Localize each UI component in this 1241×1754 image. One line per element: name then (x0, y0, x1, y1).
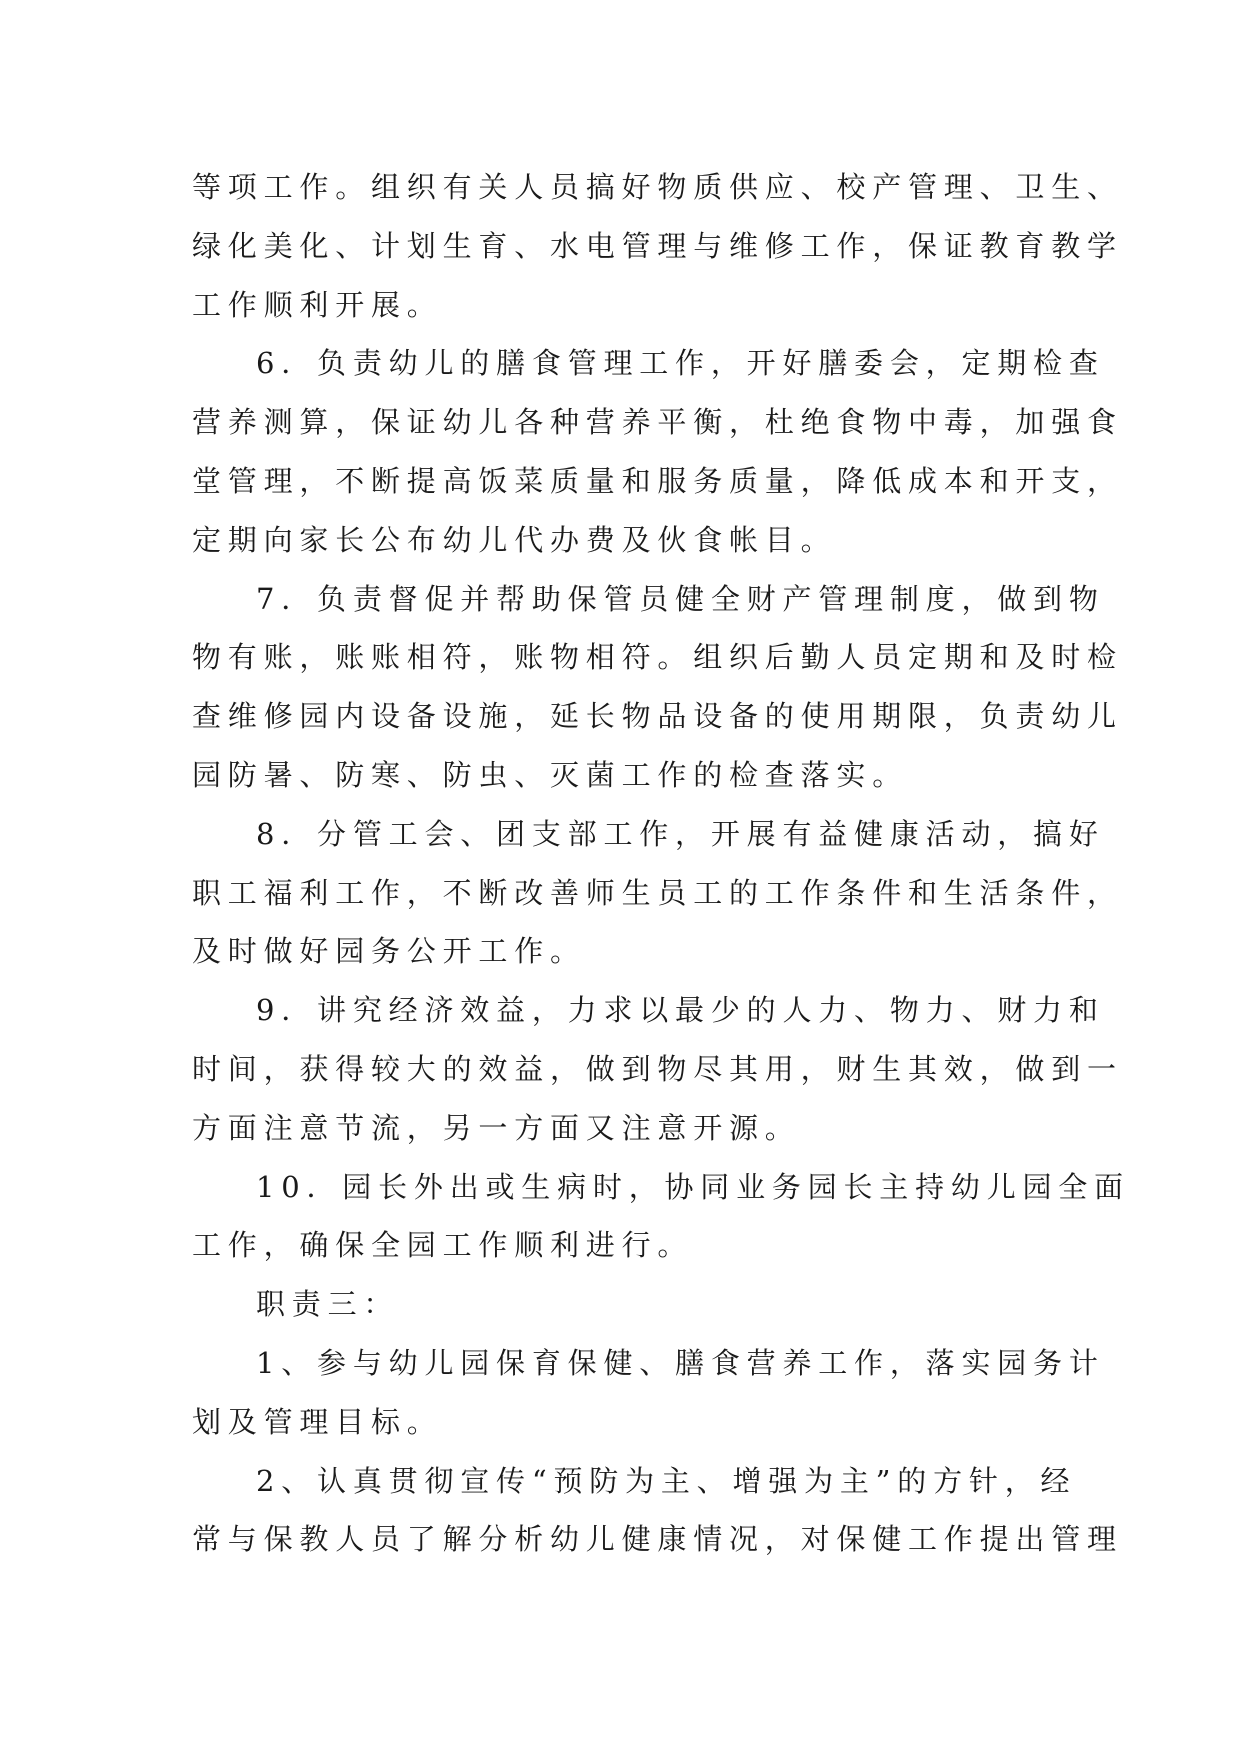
section-heading: 职责三： (256, 1287, 400, 1322)
text-line: 园防暑、防寒、防虫、灭菌工作的检查落实。 (192, 757, 909, 792)
paragraph-start-line: 6．负责幼儿的膳食管理工作，开好膳委会，定期检查 (256, 346, 1105, 381)
text-line: 定期向家长公布幼儿代办费及伙食帐目。 (192, 522, 837, 557)
text-line: 及时做好园务公开工作。 (192, 934, 586, 969)
text-line: 查维修园内设备设施，延长物品设备的使用期限，负责幼儿 (192, 699, 1123, 734)
paragraph-start-line: 10．园长外出或生病时，协同业务园长主持幼儿园全面 (256, 1169, 1130, 1204)
paragraph-start-line: 9．讲究经济效益，力求以最少的人力、物力、财力和 (256, 993, 1105, 1028)
paragraph-start-line: 8．分管工会、团支部工作，开展有益健康活动，搞好 (256, 816, 1105, 851)
paragraph-start-line: 7．负责督促并帮助保管员健全财产管理制度，做到物 (256, 581, 1105, 616)
text-line: 职工福利工作，不断改善师生员工的工作条件和生活条件， (192, 875, 1123, 910)
document-body (192, 158, 1130, 1569)
text-line: 方面注意节流，另一方面又注意开源。 (192, 1110, 801, 1145)
text-line: 营养测算，保证幼儿各种营养平衡，杜绝食物中毒，加强食 (192, 405, 1123, 440)
text-line: 工作，确保全园工作顺利进行。 (192, 1228, 694, 1263)
paragraph-start-line: 1、参与幼儿园保育保健、膳食营养工作，落实园务计 (256, 1345, 1105, 1380)
text-line: 物有账，账账相符，账物相符。组织后勤人员定期和及时检 (192, 640, 1123, 675)
text-line: 划及管理目标。 (192, 1404, 443, 1439)
text-line: 常与保教人员了解分析幼儿健康情况，对保健工作提出管理 (192, 1522, 1123, 1557)
text-line: 堂管理，不断提高饭菜质量和服务质量，降低成本和开支， (192, 463, 1123, 498)
text-line: 绿化美化、计划生育、水电管理与维修工作，保证教育教学 (192, 228, 1123, 263)
paragraph-start-line: 2、认真贯彻宣传“预防为主、增强为主”的方针，经 (256, 1463, 1077, 1498)
text-line: 时间，获得较大的效益，做到物尽其用，财生其效，做到一 (192, 1051, 1123, 1086)
text-line: 工作顺利开展。 (192, 287, 443, 322)
text-line: 等项工作。组织有关人员搞好物质供应、校产管理、卫生、 (192, 170, 1123, 204)
